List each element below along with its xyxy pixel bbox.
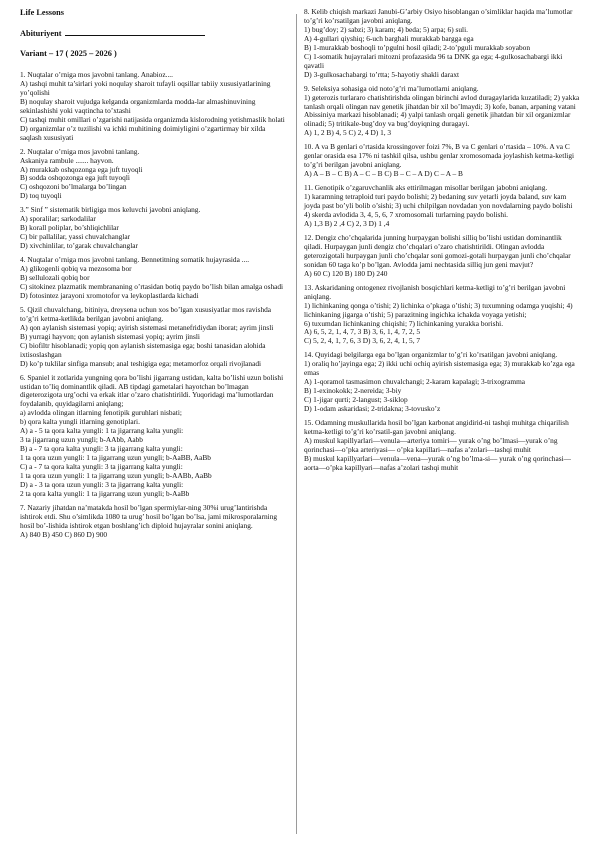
question-block: [20, 504, 286, 540]
question-line: C) 1-somatik hujayralari mitozni profazasida 96 ta DNK ga ega; 4-gulkosachabargi ikki qavatli: [304, 51, 563, 70]
question-line: 1) lichinkaning qonga o’tishi; 2) lichinka o’pkaga o’tishi; 3) tuxumning odamga yuqishi; 4) lichinkaning jigarga o’tishi; 5) parazitning ingichka ichakda voyaga yetishi;: [304, 300, 573, 319]
question-block: [20, 148, 286, 202]
question-text: 15. Odamning muskullarida hosil bo’lgan karbonat angidirid-ni tashqi muhitga chiqarilish ketma-ketligi to’g’ri ko’rsatil-gan javobni aniqlang.: [304, 418, 569, 436]
question-line: D) xivchinlilar, to’garak chuvalchanglar: [20, 241, 138, 251]
question-line: 1 ta qora uzun yungli: 1 ta jigarrang uzun yungli; b-AABb, AaBb: [20, 471, 212, 481]
question-line: A) qon aylanish sistemasi yopiq; ayirish sistemasi metanefridiydan iborat; ayrim jinsli: [20, 322, 274, 332]
question-line: D) organizmlar o’z tuzilishi va ichki muhitining doimiyligini o’zgartirmay bir xilda saqlash xususiyati: [20, 123, 266, 142]
question-text: 10. A va B genlari o’rtasida krossingover foizi 7%, B va C genlari o’rtasida – 10%. A va C genlar orasida esa 17% ni tashkil qilsa, ushbu genlar xromosomada joylashish ketma-ketligi to’g’ri berilgan javobni aniqlang.: [304, 142, 575, 170]
question-text: 8. Kelib chiqish markazi Janubi-G’arbiy Osiyo hisoblangan o’simliklar haqida ma’lumotlar to’g’ri ko’rsatilgan javobni aniqlang.: [304, 7, 573, 25]
question-line: B) yurragi hayvon; qon aylanish sistemasi yopiq; ayrim jinsli: [20, 331, 200, 341]
question-line: A) 6, 5, 2, 1, 4, 7, 3 B) 3, 6, 1, 4, 7, 2, 5: [304, 327, 421, 337]
question-text: 6. Spaniel it zotlarida yungning qora bo’lishi jigarrang ustidan, kalta bo’lishi uzun bolishi ustidan to’liq dominantlik qiladi. AB tipdagi gametalari hayotchan bo’lmagan digeterozigota urg’ochi va erkak itlar o’zaro chatishtirildi. Yuqoridagi ma’lumotlardan foydalanib, quyidagilarni aniqlang;: [20, 372, 284, 409]
question-line: A) 1,3 B) 2 ,4 C) 2, 3 D) 1 ,4: [304, 218, 390, 228]
question-line: A) 60 C) 120 B) 180 D) 240: [304, 268, 388, 278]
question-line: A) 840 B) 450 C) 860 D) 900: [20, 529, 108, 539]
question-line: 1) karamning tetraploid turi paydo bolishi; 2) bedaning suv yetarli joyda baland, suv kam joyda past bo’yli bolib o’sishi; 3) uchi chilpilgan novdadan yon novdalarning paydo bolishi 4) skerda avlodida 3, 4, 5, 6, 7 xromosomali turlarning paydo bolishi.: [304, 192, 573, 220]
question-line: C) a - 7 ta qora kalta yungli: 3 ta jigarrang kalta yungli:: [20, 462, 183, 472]
question-text: 11. Genotipik o’zgaruvchanlik aks ettirilmagan misollar berilgan jabobni aniqlang.: [304, 183, 548, 193]
question-line: B) 1-exinokokk; 2-nereida; 3-biy: [304, 386, 402, 396]
question-line: C) 5, 2, 4, 1, 7, 6, 3 D) 3, 6, 2, 4, 1, 5, 7: [304, 336, 421, 346]
question-line: A) glikogenli qobiq va mezosoma bor: [20, 264, 132, 274]
question-block: [304, 419, 580, 473]
question-line: C) biofiltr hisoblanadi; yopiq qon aylanish sistemasiga ega; boshi tanasidan alohida ixtisoslashgan: [20, 340, 266, 359]
question-line: 1) bug’doy; 2) sabzi; 3) karam; 4) beda; 5) arpa; 6) suli.: [304, 24, 468, 34]
question-line: D) a - 3 ta qora uzun yungli: 3 ta jigarrang kalta yungli:: [20, 479, 184, 489]
question-text: 7. Nazariy jihatdan na’matakda hosil bo’lgan spermiylar-ning 30%i urug’lantirishda ishtirok etdi. Shu o’simlikda 1080 ta urug’ hosil bo’lgan bo’lsa, jami mikrosporalarning hosil bo’-lishida ishtirok etgan boshlang’ich diploid hujayralar sonini aniqlang.: [20, 502, 278, 530]
question-line: 1 ta qora uzun yungli: 1 ta jigarrang uzun yungli; b-AaBB, AaBb: [20, 453, 211, 463]
question-line: 6) tuxumdan lichinkaning chiqishi; 7) lichinkaning yurakka borishi.: [304, 318, 504, 328]
question-block: [304, 351, 580, 414]
question-line: D) toq tuyoqli: [20, 191, 62, 201]
question-block: [304, 234, 580, 279]
variant-label: Variant – 17 ( 2025 – 2026 ): [20, 49, 117, 58]
question-block: [20, 206, 286, 251]
right-question-list: [304, 8, 580, 473]
student-name-field[interactable]: [20, 28, 286, 39]
question-text: 1. Nuqtalar o’rniga mos javobni tanlang. Anabioz....: [20, 70, 173, 79]
question-line: b) qora kalta yungli itlarning genotiplari.: [20, 417, 140, 427]
question-text: 12. Dengiz cho’chqalarida junning hurpaygan bolishi silliq bo’lishi ustidan dominantlik qiladi. Hurpaygan junli dengiz cho’chqalari o’zaro chatishtirildi. Olingan avlodda geterozigotali hurpaygan junli cho’chqalar soni gomozi-gotali hurpaygan junli cho’chqalar sonidan 60 taga ko’p bo’lgan. Avlodda jami nechtasida silliq jun geni mavjut?: [304, 232, 571, 269]
question-block: [304, 85, 580, 139]
question-line: 2 ta qora kalta yungli: 1 ta jigarrang uzun yungli; b-AaBb: [20, 488, 190, 498]
question-text: 2. Nuqtalar o’rniga mos javobni tanlang.: [20, 146, 140, 156]
right-column: [304, 8, 580, 478]
question-line: B) a - 7 ta qora kalta yungli: 3 ta jigarrang kalta yungli:: [20, 444, 183, 454]
question-text: 4. Nuqtalar o’rniga mos javobni tanlang. Bennetitning somatik hujayrasida ....: [20, 255, 250, 265]
question-text: 14. Quyidagi belgilarga ega bo’lgan organizmlar to’g’ri ko’rsatilgan javobni aniqlang.: [304, 350, 558, 360]
question-block: [304, 8, 580, 80]
question-block: [20, 306, 286, 369]
question-line: A) murakkab oshqozonga ega juft tuyoqli: [20, 164, 143, 174]
question-block: [20, 374, 286, 499]
question-line: 3 ta jigarrang uzun yungli; b-AAbb, Aabb: [20, 435, 143, 445]
question-block: [304, 143, 580, 179]
name-blank-line: [65, 28, 205, 36]
question-line: A) 1, 2 B) 4, 5 C) 2, 4 D) 1, 3: [304, 128, 392, 138]
student-label: Abituriyent: [20, 29, 62, 38]
question-text: 3.” Sinf ” sistematik birligiga mos keluvchi javobni aniqlang.: [20, 205, 201, 215]
left-question-list: [20, 71, 286, 540]
question-line: D) ko’p tuklilar sinfiga mansub; anal teshigiga ega; metamorfoz orqali rivojlanadi: [20, 358, 262, 368]
question-block: [304, 184, 580, 229]
question-line: A) 4-gullari qiyshiq; 6-uch barghali murakkab bargga ega: [304, 33, 474, 43]
question-line: C) bir pallalilar, yassi chuvalchanglar: [20, 232, 131, 242]
question-line: A) muskul kapillyarlari—venula—arteriya tomiri— yurak o’ng bo’lmasi—yurak o’ng qorinchasi—o’pka arteriyasi— o’pka kapillari—nafas a’zolari—tashqi muhit: [304, 435, 558, 454]
column-divider: [296, 14, 297, 834]
page-title: Life Lessons: [20, 8, 65, 17]
question-block: [20, 71, 286, 143]
question-line: C) sitokinez plazmatik membrananing o’rtasidan botiq paydo bo’lish bilan amalga oshadi: [20, 281, 284, 291]
question-text: 5. Qizil chuvalchang, bitiniya, dreysena uchun xos bo’lgan xususiyatlar mos ravishda to’g’ri ketma-ketlikda berilgan javobni aniqlang.: [20, 304, 272, 323]
question-line: A) sporalilar; sarkodalilar: [20, 214, 96, 224]
question-line: C) tashqi muhit omillari o’zgarishi natijasida organizmda kislorodning yetishmaslik holati: [20, 114, 285, 124]
question-line: B) sodda oshqozonga ega juft tuyoqli: [20, 173, 130, 183]
question-line: D) 3-gulkosachabargi to’rtta; 5-hayotiy shakli daraxt: [304, 69, 460, 79]
question-line: B) 1-murakkab boshoqli to’pgulni hosil qiladi; 2-to’pguli murakkab soyabon: [304, 42, 530, 52]
question-line: A) tashqi muhit ta’sirlari yoki noqulay sharoit tufayli oqsillar tabiiy xususiyatlarining yo’qolishi: [20, 78, 271, 97]
question-line: A) 1-qoramol tasmasimon chuvalchangi; 2-karam kapalagi; 3-trixogramma: [304, 377, 526, 387]
question-line: C) oshqozoni bo’lmalarga bo’lingan: [20, 182, 127, 192]
question-line: B) noqulay sharoit vujudga kelganda organizmlarda modda-lar almashinuvining sekinlashishi yoki vaqtincha to’xtashi: [20, 96, 256, 115]
question-line: B) muskul kapillyarlari—venula—vena—yurak o’ng bo’lma-si— yurak o’ng qorinchasi—aorta—o’pka kapillyari—nafas a’zolari tashqi muhit: [304, 453, 571, 472]
question-text: 13. Askaridaning ontogenez rivojlanish bosqichlari ketma-ketligi to’g’ri berilgan javobni aniqlang.: [304, 282, 566, 301]
question-line: A) A – B – C B) A – C – B C) B – C – A D) C – A – B: [304, 169, 463, 179]
question-line: B) korall poliplar, bo’shliqichlilar: [20, 223, 119, 233]
question-text: 9. Seleksiya sohasiga oid noto’g’ri ma’lumotlarni aniqlang.: [304, 83, 479, 93]
left-column: [20, 8, 286, 545]
question-line: 1) geterozis turlararo chatishtirishda olingan birinchi avlod duragaylarida kuzatiladi; 2) yakka tanlash orqali olingan nav genetik jihatdan bir xil bo’lmaydi; 3) kofe, banan, arpaning vatani Abissiniya markazi hisoblanadi; 4) yalpi tanlash orqali genetik jihatdan bir xil organizmlar olinadi; 5) tritikale-bug’doy va bug’doyiqning duragayi.: [304, 92, 580, 129]
question-block: [20, 256, 286, 301]
question-line: A) a - 5 ta qora kalta yungli: 1 ta jigarrang kalta yungli:: [20, 426, 184, 436]
question-line: a) avlodda olingan itlarning fenotipik guruhlari nisbati;: [20, 408, 182, 418]
question-line: B) sellulozali qobiq bor: [20, 273, 90, 283]
question-block: [304, 284, 580, 347]
question-line: D) 1-odam askaridasi; 2-tridakna; 3-tovusko’z: [304, 404, 441, 414]
question-line: C) 1-jigar qurti; 2-langust; 3-siklop: [304, 395, 408, 405]
question-line: Askaniya rambule ....... hayvon.: [20, 155, 114, 165]
question-line: D) fotosintez jarayoni xromotofor va leykoplastlarda kichadi: [20, 290, 199, 300]
question-line: 1) oraliq ho’jayinga ega; 2) ikki uchi ochiq ayirish sistemasiga ega; 3) murakkab ko’zga ega emas: [304, 359, 575, 378]
